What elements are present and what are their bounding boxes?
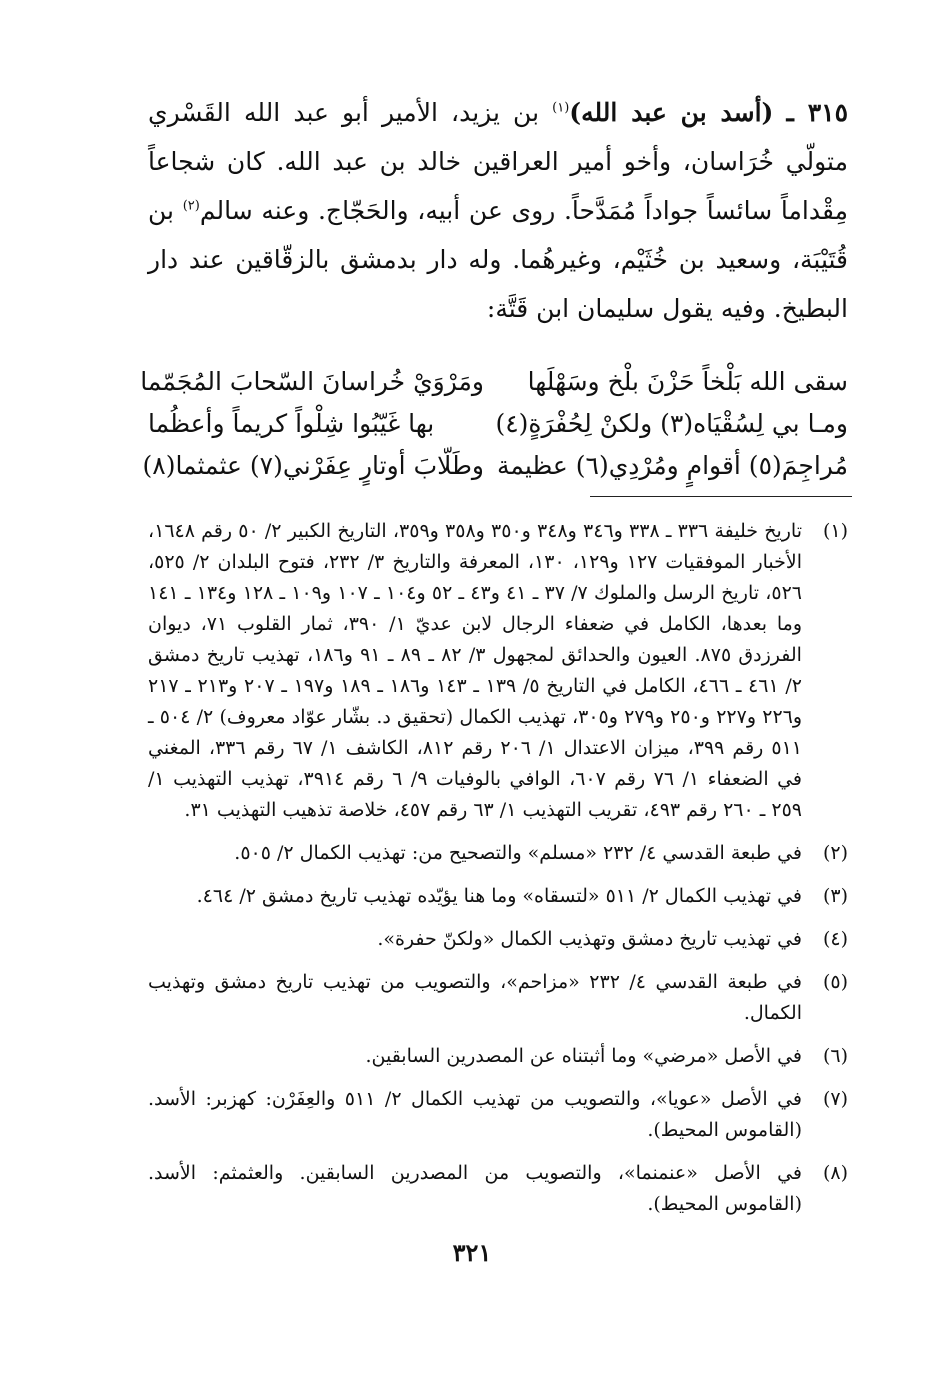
poem (140, 361, 848, 487)
footnote-ref-1: (١) (552, 100, 570, 116)
entry-text-part2: بن قُتَيْبَة، وسعيد بن خُثَيْم، وغيرهُما. وله دار بدمشق بالزقّاقين عند دار البطيخ. وفيه يقول سليمان ابن قَتَّة: (148, 196, 848, 323)
footnote-text: في الأصل «عويا»، والتصويب من تهذيب الكمال ٢/ ٥١١ والعِفَرْن: كهزبر: الأسد. (القاموس المحيط). (148, 1088, 802, 1141)
entry-number: ٣١٥ ـ (786, 98, 849, 127)
footnote (148, 967, 848, 1029)
footnote (148, 924, 848, 955)
entry-text-part1: بن يزيد، الأمير أبو عبد الله القَسْري متولّي خُرَاسان، وأخو أمير العراقين خالد بن عبد الله. كان شجاعاً مِقْداماً سائساً جواداً مُمَدَّحاً. روى عن أبيه، والحَجّاج. وعنه سالم (148, 98, 848, 225)
footnote-number: (٢) (822, 842, 848, 864)
footnote-ref-2: (٢) (182, 198, 200, 214)
footnote-text: في الأصل «عنمنما»، والتصويب من المصدرين السابقين. والعثمثم: الأسد. (القاموس المحيط). (148, 1162, 802, 1215)
footnote (148, 838, 848, 869)
verse-second-hemistich: ومَرْوَيْ خُراسانَ السّحابَ المُجَمّما (140, 367, 484, 396)
footnote (148, 881, 848, 912)
footnote-text: في طبعة القدسي ٤/ ٢٣٢ «مزاحم»، والتصويب من تهذيب تاريخ دمشق وتهذيب الكمال. (148, 971, 802, 1024)
footnote-number: (٣) (822, 885, 848, 907)
footnote (148, 1158, 848, 1220)
footnotes (148, 516, 848, 1232)
footnote-number: (٦) (822, 1045, 848, 1067)
footnote-text: في الأصل «مرضي» وما أثبتناه عن المصدرين السابقين. (365, 1045, 802, 1067)
page-number: ٣٢١ (452, 1238, 492, 1267)
poem-verse (142, 445, 848, 487)
footnote-number: (٨) (822, 1162, 848, 1184)
footnote-number: (٧) (822, 1088, 848, 1110)
entry-title: (أسد بن عبد الله) (569, 98, 774, 127)
footnote-text: تاريخ خليفة ٣٣٦ ـ ٣٣٨ و٣٤٦ و٣٤٨ و٣٥٠ و٣٥٨ و٣٥٩، التاريخ الكبير ٢/ ٥٠ رقم ١٦٤٨، الأخبار الموفقيات ١٢٧ و١٢٩، ١٣٠، المعرفة والتاريخ ٣/ ٢٣٢، فتوح البلدان ٢/ ٥٢٥، ٥٢٦، تاريخ الرسل والملوك ٧/ ٣٧ ـ ٤١ و٤٣ ـ ٥٢ و١٠٤ ـ ١٠٧ و١٠٩ ـ ١٢٨ و١٣٤ ـ ١٤١ وما بعدها، الكامل في ضعفاء الرجال لابن عديّ ١/ ٣٩٠، ثمار القلوب ٧١، ديوان الفرزدق ٨٧٥. العيون والحدائق لمجهول ٣/ ٨٢ ـ ٨٩ ـ ٩١ و١٨٦، تهذيب تاريخ دمشق ٢/ ٤٦١ ـ ٤٦٦، الكامل في التاريخ ٥/ ١٣٩ ـ ١٤٣ و١٨٦ ـ ١٨٩ و١٩٧ ـ ٢٠٧ و٢١٣ ـ ٢١٧ و٢٢٦ و٢٢٧ و٢٥٠ و٢٧٩ و٣٠٥، تهذيب الكمال (تحقيق د. بشّار عوّاد معروف) ٢/ ٥٠٤ ـ ٥١١ رقم ٣٩٩، ميزان الاعتدال ١/ ٢٠٦ رقم ٨١٢، الكاشف ١/ ٦٧ رقم ٣٣٦، المغني في الضعفاء ١/ ٧٦ رقم ٦٠٧، الوافي بالوفيات ٩/ ٦ رقم ٣٩١٤، تهذيب التهذيب ١/ ٢٥٩ ـ ٢٦٠ رقم ٤٩٣، تقريب التهذيب ١/ ٦٣ رقم ٤٥٧، خلاصة تذهيب التهذيب ٣١. (148, 520, 803, 821)
verse-first-hemistich: ومـا بي لِسُقْيَاه(٣) ولكنْ لِحُفْرَةٍ(٤) (495, 409, 848, 438)
biography-entry (148, 88, 848, 333)
footnote (148, 516, 848, 826)
footnote-text: في تهذيب الكمال ٢/ ٥١١ «لتسقاه» وما هنا يؤيّده تهذيب تاريخ دمشق ٢/ ٤٦٤. (196, 885, 802, 907)
footnote-separator (590, 496, 852, 497)
verse-second-hemistich: وطَلّابَ أوتارٍ عِفَرْني(٧) عثمثما(٨) (142, 451, 484, 480)
footnote-number: (٥) (822, 971, 848, 993)
verse-second-hemistich: بها غَيّبُوا شِلْواً كريماً وأعظُما (148, 409, 435, 438)
footnote-text: في تهذيب تاريخ دمشق وتهذيب الكمال «ولكنّ حفرة». (377, 928, 802, 950)
footnote-text: في طبعة القدسي ٤/ ٢٣٢ «مسلم» والتصحيح من: تهذيب الكمال ٢/ ٥٠٥. (234, 842, 802, 864)
footnote-number: (١) (822, 520, 848, 542)
poem-verse (148, 403, 848, 445)
verse-first-hemistich: مُراجِمَ(٥) أقوامٍ ومُرْدِي(٦) عظيمة (497, 451, 848, 480)
footnote-number: (٤) (822, 928, 848, 950)
verse-first-hemistich: سقى الله بَلْخاً حَزْنَ بلْخ وسَهْلَها (527, 367, 848, 396)
footnote (148, 1041, 848, 1072)
poem-verse (140, 361, 848, 403)
footnote (148, 1084, 848, 1146)
